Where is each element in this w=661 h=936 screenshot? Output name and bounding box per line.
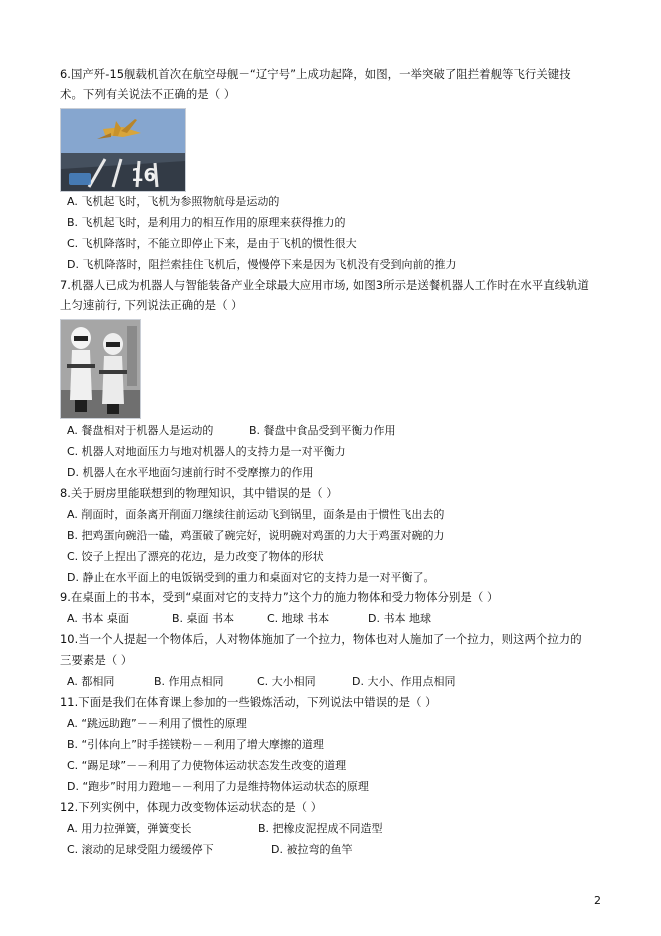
question-10-option-b: B. 作用点相同 (154, 675, 224, 688)
question-6-option-c: C. 飞机降落时，不能立即停止下来，是由于飞机的惯性很大 (67, 237, 357, 250)
question-12-stem: 12.下列实例中，体现力改变物体运动状态的是（ ） (60, 800, 323, 814)
question-9-option-b: B. 桌面 书本 (172, 612, 235, 625)
question-6-option-a: A. 飞机起飞时，飞机为参照物航母是运动的 (67, 195, 280, 208)
question-6-option-d: D. 飞机降落时，阻拦索挂住飞机后，慢慢停下来是因为飞机没有受到向前的推力 (67, 258, 457, 271)
waiter-robots-photo (60, 319, 141, 419)
question-6-stem-line-1: 6.国产歼-15舰载机首次在航空母舰－“辽宁号”上成功起降，如图，一举突破了阻拦着舰等飞行关键技 (60, 67, 571, 81)
question-7-option-c: C. 机器人对地面压力与地对机器人的支持力是一对平衡力 (67, 445, 346, 458)
question-10-option-d: D. 大小、作用点相同 (352, 675, 456, 688)
question-12-option-d: D. 被拉弯的鱼竿 (271, 843, 353, 856)
question-12-option-c: C. 滚动的足球受阻力缓缓停下 (67, 843, 214, 856)
question-7-option-d: D. 机器人在水平地面匀速前行时不受摩擦力的作用 (67, 466, 314, 479)
question-6-option-b: B. 飞机起飞时，是利用力的相互作用的原理来获得推力的 (67, 216, 346, 229)
question-9-stem: 9.在桌面上的书本，受到“桌面对它的支持力”这个力的施力物体和受力物体分别是（ ） (60, 590, 499, 604)
jet-on-deck-icon (61, 109, 185, 191)
question-8-option-b: B. 把鸡蛋向碗沿一磕，鸡蛋破了碗完好，说明碗对鸡蛋的力大于鸡蛋对碗的力 (67, 529, 445, 542)
question-10-option-a: A. 都相同 (67, 675, 115, 688)
question-8-stem: 8.关于厨房里能联想到的物理知识，其中错误的是（ ） (60, 486, 338, 500)
carrier-jet-photo (60, 108, 186, 192)
question-12-option-a: A. 用力拉弹簧，弹簧变长 (67, 822, 192, 835)
question-11-option-a: A. “跳远助跑”－－利用了惯性的原理 (67, 717, 247, 730)
question-7-stem-line-2: 上匀速前行, 下列说法正确的是（ ） (60, 298, 243, 312)
question-10-option-c: C. 大小相同 (257, 675, 316, 688)
question-6-stem-line-2: 术。下列有关说法不正确的是（ ） (60, 87, 236, 101)
question-12-option-b: B. 把橡皮泥捏成不同造型 (258, 822, 383, 835)
question-9-option-a: A. 书本 桌面 (67, 612, 129, 625)
page-number: 2 (594, 894, 601, 907)
question-8-option-c: C. 饺子上捏出了漂亮的花边，是力改变了物体的形状 (67, 550, 324, 563)
question-9-option-c: C. 地球 书本 (267, 612, 330, 625)
robots-icon (61, 320, 140, 418)
question-11-option-d: D. “跑步”时用力蹬地－－利用了力是维持物体运动状态的原理 (67, 780, 369, 793)
question-7-stem-line-1: 7.机器人已成为机器人与智能装备产业全球最大应用市场, 如图3所示是送餐机器人工作时在水平直线轨道 (60, 278, 589, 292)
question-8-option-a: A. 削面时，面条离开削面刀继续往前运动飞到锅里，面条是由于惯性飞出去的 (67, 508, 445, 521)
question-10-stem-line-2: 三要素是（ ） (60, 653, 133, 667)
question-10-stem-line-1: 10.当一个人提起一个物体后，人对物体施加了一个拉力，物体也对人施加了一个拉力，则这两个拉力的 (60, 632, 582, 646)
question-7-option-b: B. 餐盘中食品受到平衡力作用 (249, 424, 396, 437)
deck-number-label: 16 (131, 165, 157, 186)
question-11-option-c: C. “踢足球”－－利用了力使物体运动状态发生改变的道理 (67, 759, 347, 772)
question-11-stem: 11.下面是我们在体育课上参加的一些锻炼活动，下列说法中错误的是（ ） (60, 695, 437, 709)
question-7-option-a: A. 餐盘相对于机器人是运动的 (67, 424, 214, 437)
question-9-option-d: D. 书本 地球 (368, 612, 431, 625)
question-8-option-d: D. 静止在水平面上的电饭锅受到的重力和桌面对它的支持力是一对平衡了。 (67, 571, 435, 584)
question-11-option-b: B. “引体向上”时手搓镁粉－－利用了增大摩擦的道理 (67, 738, 324, 751)
